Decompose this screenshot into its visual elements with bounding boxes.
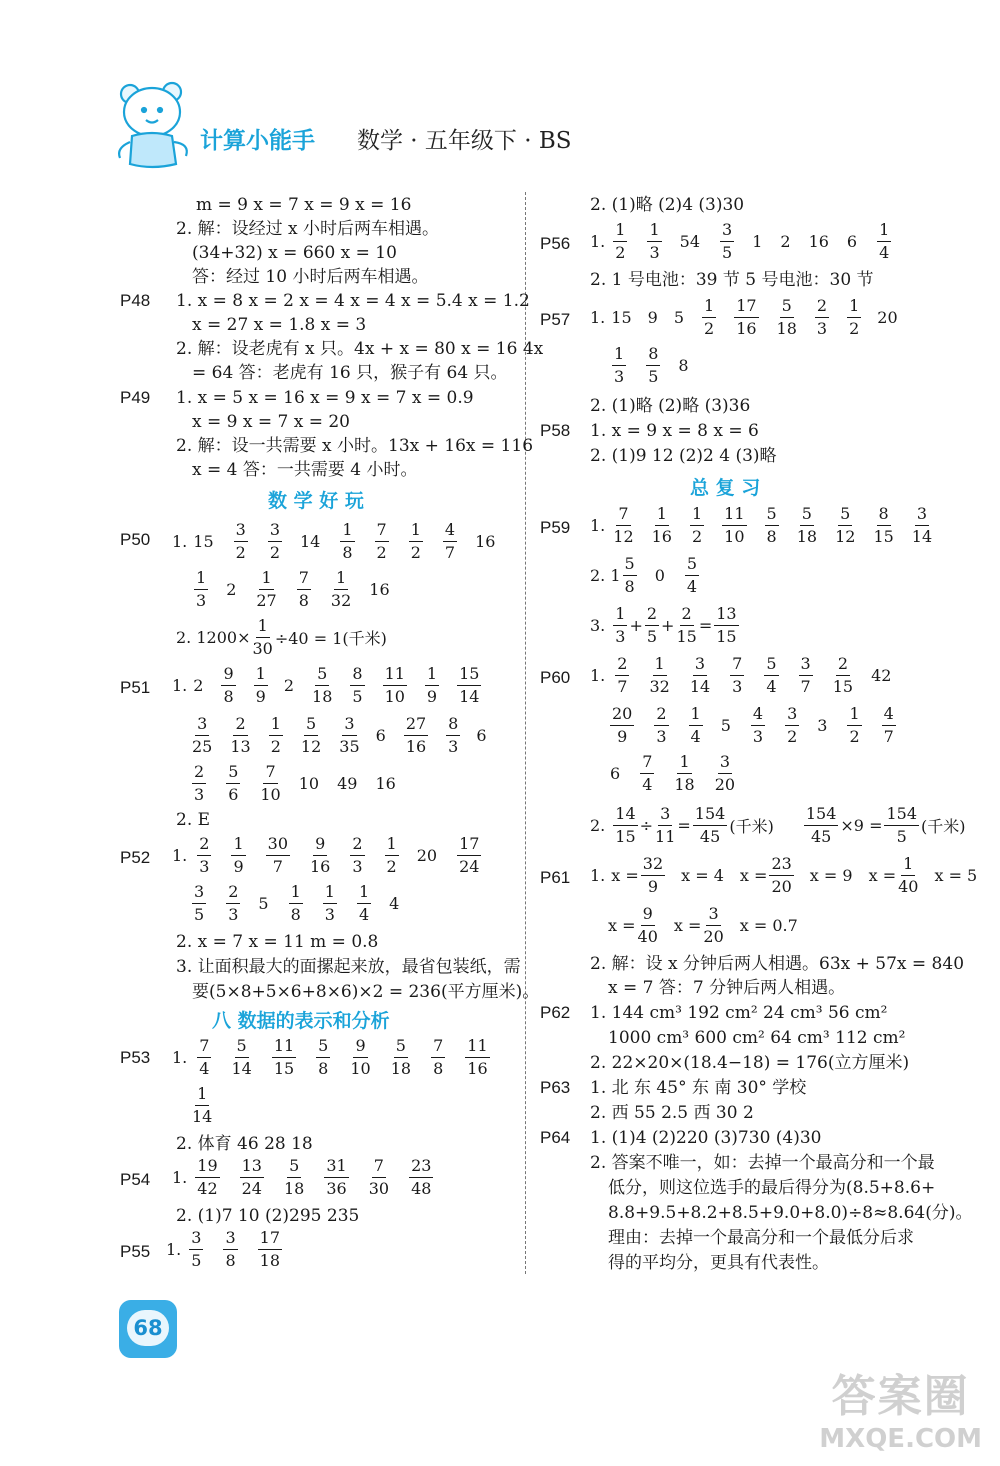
answer-row: 1. $\frac{7}{4}$ $\frac{5}{14}$ $\frac{11}{15}$ $\frac{5}{8}$ $\frac{9}{10}$ $\frac{5}{18}$ $\frac{7}{8}$ $\frac{11}{16}$ bbox=[172, 1036, 488, 1078]
page-number-badge bbox=[119, 1300, 177, 1358]
answer-line: m = 9 x = 7 x = 9 x = 16 bbox=[196, 195, 412, 215]
answer-row: $\frac{3}{25}$ $\frac{2}{13}$ $\frac{1}{2}$ $\frac{5}{12}$ $\frac{3}{35}$ 6 $\frac{27}{16}$ $\frac{8}{3}$ 6 bbox=[192, 714, 487, 756]
answer-line: 3. 让面积最大的面摞起来放，最省包装纸，需 bbox=[176, 957, 521, 977]
book-title: 计算小能手 bbox=[200, 128, 315, 154]
page-label-p59: P59 bbox=[540, 518, 571, 537]
bear-mascot-icon bbox=[108, 78, 198, 170]
answer-line: x = 27 x = 1.8 x = 3 bbox=[192, 315, 367, 335]
answer-line: 2. (1)略 (2)4 (3)30 bbox=[590, 195, 745, 215]
answer-line: 1. 144 cm³ 192 cm² 24 cm³ 56 cm² bbox=[590, 1003, 888, 1023]
answer-line: 2. 西 55 2.5 西 30 2 bbox=[590, 1103, 754, 1123]
answer-row: $\frac{2}{3}$ $\frac{5}{6}$ $\frac{7}{10}$ 10 49 16 bbox=[194, 762, 396, 804]
answer-line: 1. x = 5 x = 16 x = 9 x = 7 x = 0.9 bbox=[176, 388, 474, 408]
book-subtitle: 数学 · 五年级下 · BS bbox=[357, 128, 572, 154]
answer-row: 1. $\frac{19}{42}$ $\frac{13}{24}$ $\frac{5}{18}$ $\frac{31}{36}$ $\frac{7}{30}$ $\frac{23}{48}$ bbox=[172, 1156, 432, 1198]
section-heading: 数 学 好 玩 bbox=[268, 490, 364, 512]
section-heading: 八 数据的表示和分析 bbox=[212, 1010, 390, 1032]
answer-line: 1000 cm³ 600 cm² 64 cm³ 112 cm² bbox=[608, 1028, 906, 1048]
answer-row: 1. 15 $\frac{3}{2}$ $\frac{3}{2}$ 14 $\frac{1}{8}$ $\frac{7}{2}$ $\frac{1}{2}$ $\frac{4}{7}$ 16 bbox=[172, 520, 496, 562]
page-label-p53: P53 bbox=[120, 1048, 151, 1067]
answer-row: 1. 15 9 5 $\frac{1}{2}$ $\frac{17}{16}$ $\frac{5}{18}$ $\frac{2}{3}$ $\frac{1}{2}$ 20 bbox=[590, 296, 898, 338]
answer-line: 2. 体育 46 28 18 bbox=[176, 1134, 313, 1154]
page-label-p48: P48 bbox=[120, 291, 151, 310]
page-number: 68 bbox=[127, 1310, 169, 1346]
answer-row: 1. x = $\frac{32}{9}$ x = 4 x = $\frac{23}{20}$ x = 9 x = $\frac{1}{40}$ x = 5 bbox=[590, 854, 978, 896]
watermark-logo bbox=[819, 1360, 982, 1454]
page-label-p60: P60 bbox=[540, 668, 571, 687]
answer-row: 2. 1200× $\frac{1}{30}$ ÷40 = 1(千米) bbox=[176, 616, 387, 658]
answer-line: 2. E bbox=[176, 810, 211, 830]
answer-line: 2. 解：设一共需要 x 小时。13x + 16x = 116 bbox=[176, 436, 534, 456]
answer-row: 3. $\frac{1}{3}$ + $\frac{2}{5}$ + $\frac{2}{15}$ = $\frac{13}{15}$ bbox=[590, 604, 737, 646]
answer-row: 1. $\frac{2}{3}$ $\frac{1}{9}$ $\frac{30}{7}$ $\frac{9}{16}$ $\frac{2}{3}$ $\frac{1}{2}$ 20 $\frac{17}{24}$ bbox=[172, 834, 480, 876]
answer-line: 2. 解：设老虎有 x 只。4x + x = 80 x = 16 4x bbox=[176, 339, 544, 359]
answer-line: 2. 22×20×(18.4−18) = 176(立方厘米) bbox=[590, 1053, 910, 1073]
section-heading: 总 复 习 bbox=[690, 477, 761, 499]
page-label-p54: P54 bbox=[120, 1170, 151, 1189]
answer-line: x = 7 答：7 分钟后两人相遇。 bbox=[608, 978, 846, 998]
page-label-p61: P61 bbox=[540, 868, 571, 887]
answer-line: x = 9 x = 7 x = 20 bbox=[192, 412, 350, 432]
answer-row: 1. $\frac{2}{7}$ $\frac{1}{32}$ $\frac{3}{14}$ $\frac{7}{3}$ $\frac{5}{4}$ $\frac{3}{7}$ $\frac{2}{15}$ 42 bbox=[590, 654, 892, 696]
answer-line: 2. 答案不唯一，如：去掉一个最高分和一个最 bbox=[590, 1153, 935, 1173]
answer-line: 1. x = 8 x = 2 x = 4 x = 4 x = 5.4 x = 1.2 bbox=[176, 291, 530, 311]
answer-line: x = 4 答：一共需要 4 小时。 bbox=[192, 460, 418, 480]
answer-line: 2. 1 号电池：39 节 5 号电池：30 节 bbox=[590, 270, 874, 290]
answer-line: 8.8+9.5+8.2+8.5+9.0+8.0)÷8≈8.64(分)。 bbox=[608, 1203, 973, 1223]
page-label-p57: P57 bbox=[540, 310, 571, 329]
page-label-p49: P49 bbox=[120, 388, 151, 407]
answer-line: 2. x = 7 x = 11 m = 0.8 bbox=[176, 932, 379, 952]
answer-row: $\frac{1}{3}$ 2 $\frac{1}{27}$ $\frac{7}{8}$ $\frac{1}{32}$ 16 bbox=[196, 568, 390, 610]
answer-row: $\frac{3}{5}$ $\frac{2}{3}$ 5 $\frac{1}{8}$ $\frac{1}{3}$ $\frac{1}{4}$ 4 bbox=[194, 882, 400, 924]
answer-line: 要(5×8+5×6+8×6)×2 = 236(平方厘米)。 bbox=[192, 982, 540, 1002]
page-label-p55: P55 bbox=[120, 1242, 151, 1261]
page-label-p52: P52 bbox=[120, 848, 151, 867]
answer-line: 2. 解：设经过 x 小时后两车相遇。 bbox=[176, 219, 440, 239]
page-label-p64: P64 bbox=[540, 1128, 571, 1147]
answer-row: $\frac{20}{9}$ $\frac{2}{3}$ $\frac{1}{4}$ 5 $\frac{4}{3}$ $\frac{3}{2}$ 3 $\frac{1}{2}$ $\frac{4}{7}$ bbox=[612, 704, 894, 746]
answer-row: $\frac{1}{14}$ bbox=[192, 1084, 213, 1126]
page-label-p58: P58 bbox=[540, 421, 571, 440]
answer-row: 2. 1 $\frac{5}{8}$ 0 $\frac{5}{4}$ bbox=[590, 554, 698, 596]
answer-line: 2. (1)9 12 (2)2 4 (3)略 bbox=[590, 446, 777, 466]
answer-line: 1. x = 9 x = 8 x = 6 bbox=[590, 421, 759, 441]
watermark-url: MXQE.COM bbox=[819, 1424, 982, 1454]
answer-row: 1. $\frac{1}{2}$ $\frac{1}{3}$ 54 $\frac{3}{5}$ 1 2 16 6 $\frac{1}{4}$ bbox=[590, 220, 890, 262]
answer-row: x = $\frac{9}{40}$ x = $\frac{3}{20}$ x = 0.7 bbox=[608, 904, 798, 946]
answer-row: 1. $\frac{3}{5}$ $\frac{3}{8}$ $\frac{17}{18}$ bbox=[166, 1228, 280, 1270]
answer-row: 1. $\frac{7}{12}$ $\frac{1}{16}$ $\frac{1}{2}$ $\frac{11}{10}$ $\frac{5}{8}$ $\frac{5}{18}$ $\frac{5}{12}$ $\frac{8}{15}$ $\frac{3}{14}$ bbox=[590, 504, 933, 546]
answer-line: 1. 北 东 45° 东 南 30° 学校 bbox=[590, 1078, 807, 1098]
answer-line: = 64 答：老虎有 16 只，猴子有 64 只。 bbox=[192, 363, 508, 383]
answer-line: 理由：去掉一个最高分和一个最低分后求 bbox=[608, 1228, 914, 1248]
page-label-p50: P50 bbox=[120, 530, 151, 549]
page-label-p51: P51 bbox=[120, 678, 151, 697]
item-label: 1. bbox=[172, 532, 188, 551]
answer-line: 答：经过 10 小时后两车相遇。 bbox=[192, 267, 429, 287]
page-label-p62: P62 bbox=[540, 1003, 571, 1022]
answer-row: 1. 2 $\frac{9}{8}$ $\frac{1}{9}$ 2 $\frac{5}{18}$ $\frac{8}{5}$ $\frac{11}{10}$ $\frac{1}{9}$ $\frac{15}{14}$ bbox=[172, 664, 480, 706]
page-label-p63: P63 bbox=[540, 1078, 571, 1097]
answer-line: (34+32) x = 660 x = 10 bbox=[192, 243, 397, 263]
answer-line: 得的平均分，更具有代表性。 bbox=[608, 1253, 829, 1273]
answer-line: 2. (1)7 10 (2)295 235 bbox=[176, 1206, 360, 1226]
answer-line: 2. (1)略 (2)略 (3)36 bbox=[590, 396, 751, 416]
answer-line: 1. (1)4 (2)220 (3)730 (4)30 bbox=[590, 1128, 822, 1148]
watermark-text: 答案圈 bbox=[831, 1371, 970, 1422]
page-label-p56: P56 bbox=[540, 234, 571, 253]
answer-line: 2. 解：设 x 分钟后两人相遇。63x + 57x = 840 bbox=[590, 954, 965, 974]
answer-row: $\frac{1}{3}$ $\frac{8}{5}$ 8 bbox=[614, 344, 689, 386]
answer-line: 低分，则这位选手的最后得分为(8.5+8.6+ bbox=[608, 1178, 936, 1198]
answer-row: 6 $\frac{7}{4}$ $\frac{1}{18}$ $\frac{3}{20}$ bbox=[610, 752, 736, 794]
answer-row: 2. $\frac{14}{15}$ ÷ $\frac{3}{11}$ = $\frac{154}{45}$ (千米) $\frac{154}{45}$ ×9 = $\frac{154}{5}$ (千米) bbox=[590, 804, 966, 846]
